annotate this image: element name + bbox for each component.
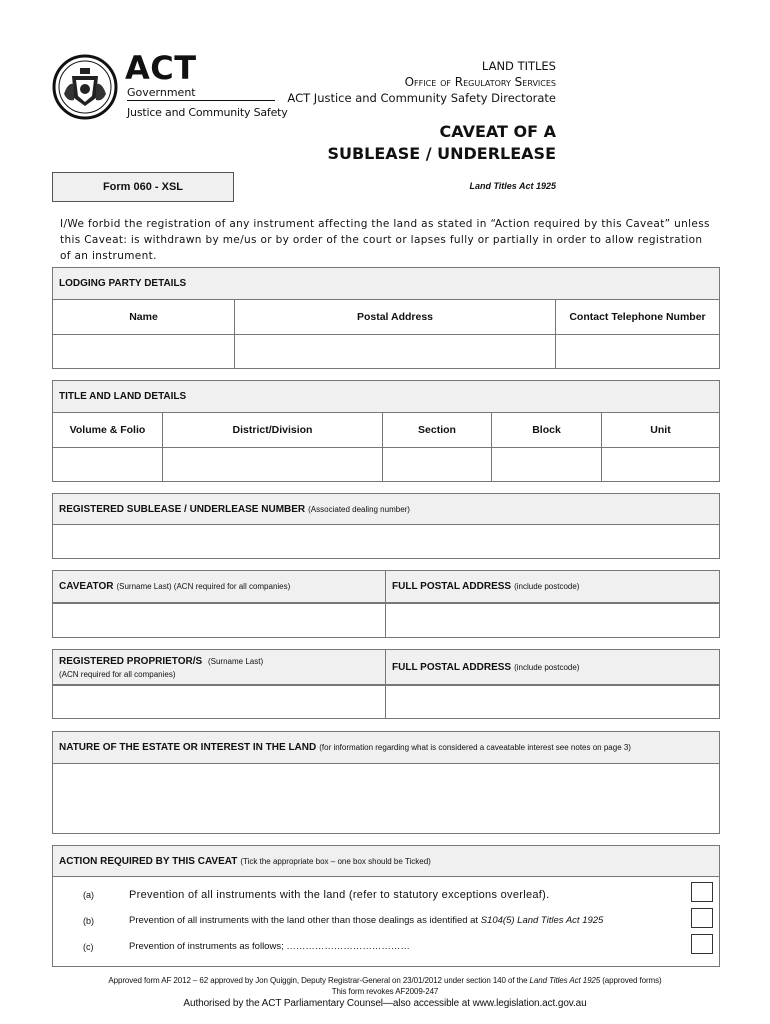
action-option-c xyxy=(53,934,719,958)
proprietor-section xyxy=(52,649,720,719)
title-land-input-row xyxy=(53,447,719,481)
lodging-name-field[interactable] xyxy=(53,335,235,368)
option-a-letter: (a) xyxy=(83,890,94,900)
caveator-input-row xyxy=(53,603,719,637)
option-b-text-wrap xyxy=(129,915,603,926)
footer-approval-suffix: (approved forms) xyxy=(600,976,662,985)
nature-heading xyxy=(53,732,719,764)
option-b-text: Prevention of all instruments with the land other than those dealings as identified at xyxy=(129,915,481,926)
header-office: Office of Regulatory Services xyxy=(404,75,556,89)
logo-divider xyxy=(127,100,275,101)
caveator-address-field[interactable] xyxy=(386,604,719,637)
form-number-box: Form 060 - XSL xyxy=(52,172,234,202)
action-heading-text: ACTION REQUIRED BY THIS CAVEAT xyxy=(59,855,238,867)
unit-field[interactable] xyxy=(602,448,719,481)
proprietor-address-heading-text: FULL POSTAL ADDRESS xyxy=(392,661,512,673)
col-district-division: District/Division xyxy=(163,413,383,447)
sublease-heading-text: REGISTERED SUBLEASE / UNDERLEASE NUMBER xyxy=(59,503,306,515)
title-land-section xyxy=(52,380,720,482)
action-heading-note: (Tick the appropriate box – one box should be Ticked) xyxy=(240,856,431,866)
sublease-heading xyxy=(53,494,719,525)
proprietor-heading xyxy=(53,650,386,684)
option-c-text: Prevention of instruments as follows; ………………………………… xyxy=(129,941,410,952)
option-c-letter: (c) xyxy=(83,942,94,952)
caveator-heading xyxy=(53,571,386,602)
proprietor-name-field[interactable] xyxy=(53,686,386,718)
action-heading xyxy=(53,846,719,877)
proprietor-input-row xyxy=(53,685,719,718)
page-title-line2: SUBLEASE / UNDERLEASE xyxy=(327,144,556,163)
nature-field[interactable] xyxy=(53,764,719,833)
action-option-b xyxy=(53,908,719,932)
footer-approval-text: Approved form AF 2012 – 62 approved by Jon Quiggin, Deputy Registrar-General on 23/01/2012 under section 140 of the xyxy=(108,976,530,985)
logo-directorate-text: Justice and Community Safety xyxy=(127,106,288,119)
title-land-heading: TITLE AND LAND DETAILS xyxy=(53,381,719,413)
col-section: Section xyxy=(383,413,492,447)
option-b-letter: (b) xyxy=(83,916,94,926)
sublease-number-field[interactable] xyxy=(53,525,719,558)
action-option-a xyxy=(53,882,719,906)
proprietor-address-field[interactable] xyxy=(386,686,719,718)
proprietor-address-heading-note: (include postcode) xyxy=(514,662,580,672)
option-b-emphasis: S104(5) Land Titles Act 1925 xyxy=(480,915,604,926)
caveator-section xyxy=(52,570,720,638)
col-postal-address: Postal Address xyxy=(235,300,556,334)
footer-authorised: Authorised by the ACT Parliamentary Counsel—also accessible at www.legislation.act.gov.au xyxy=(183,998,587,1009)
caveator-name-field[interactable] xyxy=(53,604,386,637)
caveator-address-heading xyxy=(386,571,719,602)
lodging-party-heading: LODGING PARTY DETAILS xyxy=(53,268,719,300)
lodging-header-row xyxy=(53,300,719,334)
footer-revokes: This form revokes AF2009-247 xyxy=(331,987,439,996)
action-section xyxy=(52,845,720,967)
sublease-section xyxy=(52,493,720,559)
caveator-heading-text: CAVEATOR xyxy=(59,581,114,592)
col-volume-folio: Volume & Folio xyxy=(53,413,163,447)
lodging-postal-address-field[interactable] xyxy=(235,335,556,368)
option-a-text: Prevention of all instruments with the land (refer to statutory exceptions overleaf). xyxy=(129,889,550,901)
lodging-telephone-field[interactable] xyxy=(556,335,719,368)
proprietor-heading-text: REGISTERED PROPRIETOR/S xyxy=(59,655,203,667)
option-c-checkbox[interactable] xyxy=(691,934,713,954)
nature-section xyxy=(52,731,720,834)
sublease-heading-note: (Associated dealing number) xyxy=(308,504,410,514)
intro-paragraph: I/We forbid the registration of any instrument affecting the land as stated in “Action required by this Caveat” unless this Caveat: is withdrawn by me/us or by order of the court or lapses fully or partially in order to allow registration of an instrument. xyxy=(60,218,710,262)
proprietor-acn-note: (ACN required for all companies) xyxy=(59,669,176,679)
col-contact-telephone: Contact Telephone Number xyxy=(569,311,706,323)
proprietor-heading-note: (Surname Last) xyxy=(207,656,264,666)
page-title-line1: CAVEAT OF A xyxy=(439,122,556,141)
act-reference: Land Titles Act 1925 xyxy=(469,181,556,191)
nature-heading-text: NATURE OF THE ESTATE OR INTEREST IN THE LAND xyxy=(59,742,317,753)
option-b-checkbox[interactable] xyxy=(691,908,713,928)
caveator-heading-note: (Surname Last) (ACN required for all companies) xyxy=(116,582,291,591)
option-a-checkbox[interactable] xyxy=(691,882,713,902)
footer-act-name: Land Titles Act 1925 xyxy=(529,976,601,985)
lodging-input-row xyxy=(53,334,719,368)
logo-act-wordmark: ACT xyxy=(125,49,197,87)
section-field[interactable] xyxy=(383,448,492,481)
col-block: Block xyxy=(492,413,602,447)
caveator-header-row xyxy=(53,571,719,603)
header-land-titles: LAND TITLES xyxy=(481,59,556,73)
footer-approval xyxy=(0,975,770,986)
logo-government-text: Government xyxy=(127,86,196,99)
block-field[interactable] xyxy=(492,448,602,481)
title-land-header-row xyxy=(53,413,719,447)
header-directorate: ACT Justice and Community Safety Directorate xyxy=(287,91,556,105)
volume-folio-field[interactable] xyxy=(53,448,163,481)
caveator-address-heading-text: FULL POSTAL ADDRESS xyxy=(392,581,512,592)
proprietor-address-heading xyxy=(386,650,719,684)
lodging-party-section xyxy=(52,267,720,369)
col-unit: Unit xyxy=(650,424,671,436)
col-name: Name xyxy=(53,300,235,334)
nature-heading-note: (for information regarding what is considered a caveatable interest see notes on page 3) xyxy=(319,743,631,752)
act-government-seal-logo xyxy=(52,54,118,120)
proprietor-header-row xyxy=(53,650,719,685)
caveator-address-heading-note: (include postcode) xyxy=(514,582,580,591)
district-division-field[interactable] xyxy=(163,448,383,481)
